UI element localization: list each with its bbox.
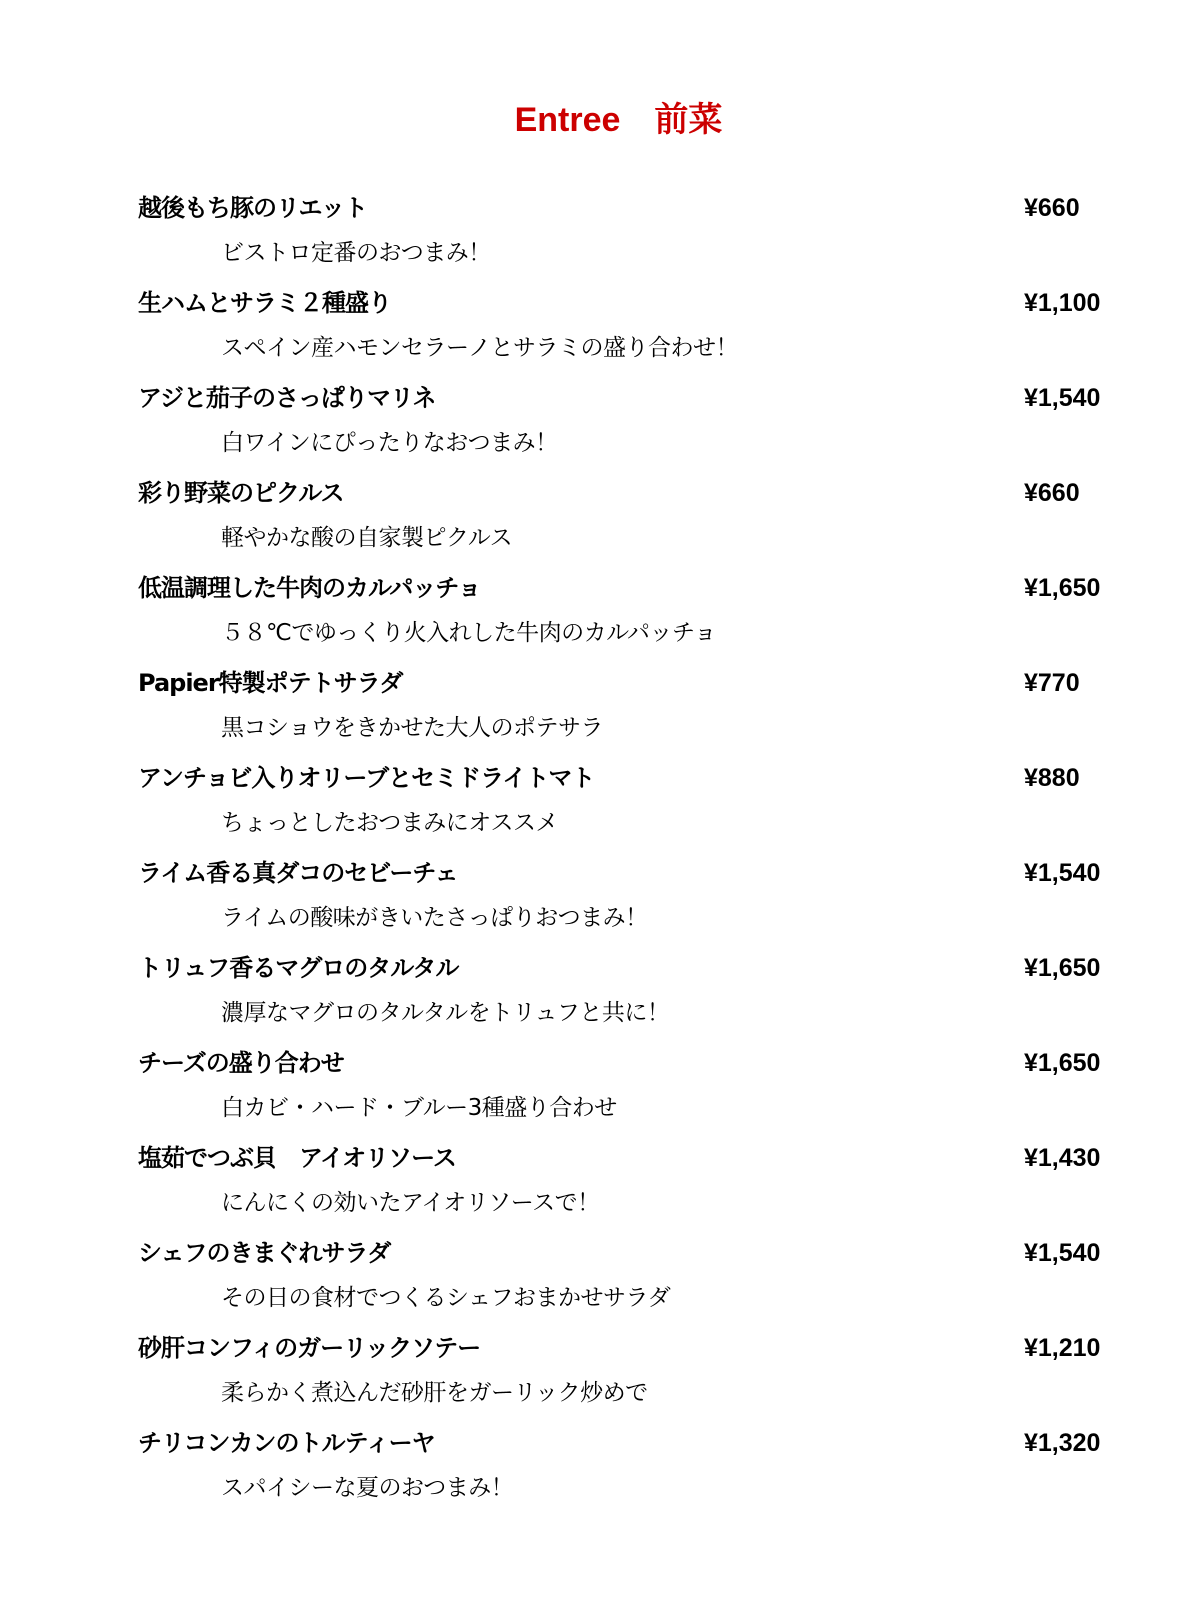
menu-item-description: 白カビ・ハード・ブルー3種盛り合わせ <box>221 1095 617 1121</box>
menu-item-price: ¥1,540 <box>1024 384 1101 412</box>
menu-item-name: シェフのきまぐれサラダ <box>138 1239 391 1267</box>
menu-item-price: ¥660 <box>1024 194 1080 222</box>
menu-item-description: ちょっとしたおつまみにオススメ <box>221 810 559 836</box>
menu-item-name: ライム香る真ダコのセビーチェ <box>138 859 458 887</box>
menu-item <box>0 759 1200 854</box>
menu-item-description: スパイシーな夏のおつまみ！ <box>221 1475 514 1501</box>
menu-item-description: 白ワインにぴったりなおつまみ！ <box>221 430 558 456</box>
menu-item-price: ¥1,430 <box>1024 1144 1101 1172</box>
menu-item-price: ¥1,650 <box>1024 574 1101 602</box>
menu-item-description: 黒コショウをきかせた大人のポテサラ <box>221 715 604 741</box>
menu-item <box>0 569 1200 664</box>
menu-item <box>0 189 1200 284</box>
menu-item-price: ¥1,100 <box>1024 289 1101 317</box>
menu-item-description: 柔らかく煮込んだ砂肝をガーリック炒めで <box>221 1380 648 1406</box>
menu-item <box>0 379 1200 474</box>
menu-item-name: 彩り野菜のピクルス <box>138 479 344 507</box>
menu-item-price: ¥660 <box>1024 479 1080 507</box>
menu-item-description: にんにくの効いたアイオリソースで！ <box>221 1190 600 1216</box>
page-title: Entree 前菜 <box>514 101 723 139</box>
menu-item <box>0 1234 1200 1329</box>
menu-item-name: Papier特製ポテトサラダ <box>138 669 403 697</box>
menu-item <box>0 1329 1200 1424</box>
menu-item-name: アジと茄子のさっぱりマリネ <box>138 384 436 412</box>
menu-item <box>0 1139 1200 1234</box>
menu-item-name: 生ハムとサラミ２種盛り <box>138 289 391 317</box>
menu-item-price: ¥1,650 <box>1024 1049 1101 1077</box>
menu-item-name: 低温調理した牛肉のカルパッチョ <box>138 574 481 602</box>
menu-item-price: ¥880 <box>1024 764 1080 792</box>
menu-item <box>0 854 1200 949</box>
menu-item <box>0 284 1200 379</box>
menu-item-price: ¥1,210 <box>1024 1334 1101 1362</box>
menu-item <box>0 474 1200 569</box>
menu-item <box>0 949 1200 1044</box>
menu-item-description: スペイン産ハモンセラーノとサラミの盛り合わせ！ <box>221 335 739 361</box>
menu-item-description: 軽やかな酸の自家製ピクルス <box>221 525 513 551</box>
menu-item-name: チーズの盛り合わせ <box>138 1049 344 1077</box>
menu-item-price: ¥1,540 <box>1024 1239 1101 1267</box>
menu-item-description: ビストロ定番のおつまみ！ <box>221 240 491 266</box>
menu-item-name: 砂肝コンフィのガーリックソテー <box>138 1334 481 1362</box>
menu-item-description: その日の食材でつくるシェフおまかせサラダ <box>221 1285 671 1311</box>
menu-item-description: 濃厚なマグロのタルタルをトリュフと共に！ <box>221 1000 670 1026</box>
menu-item-name: トリュフ香るマグロのタルタル <box>138 954 459 982</box>
menu-item-price: ¥1,540 <box>1024 859 1101 887</box>
menu-item-description: ライムの酸味がきいたさっぱりおつまみ！ <box>221 905 648 931</box>
menu-item-name: チリコンカンのトルティーヤ <box>138 1429 435 1457</box>
menu-item-name: 越後もち豚のリエット <box>138 194 368 222</box>
menu-item-description: ５８℃でゆっくり火入れした牛肉のカルパッチョ <box>221 620 717 646</box>
menu-list <box>0 189 1200 1519</box>
menu-item-price: ¥1,320 <box>1024 1429 1101 1457</box>
menu-item-name: アンチョビ入りオリーブとセミドライトマト <box>138 764 595 792</box>
menu-item <box>0 664 1200 759</box>
menu-item <box>0 1044 1200 1139</box>
menu-item-price: ¥1,650 <box>1024 954 1101 982</box>
menu-item <box>0 1424 1200 1519</box>
menu-item-price: ¥770 <box>1024 669 1080 697</box>
menu-item-name: 塩茹でつぶ貝 アイオリソース <box>138 1144 456 1172</box>
